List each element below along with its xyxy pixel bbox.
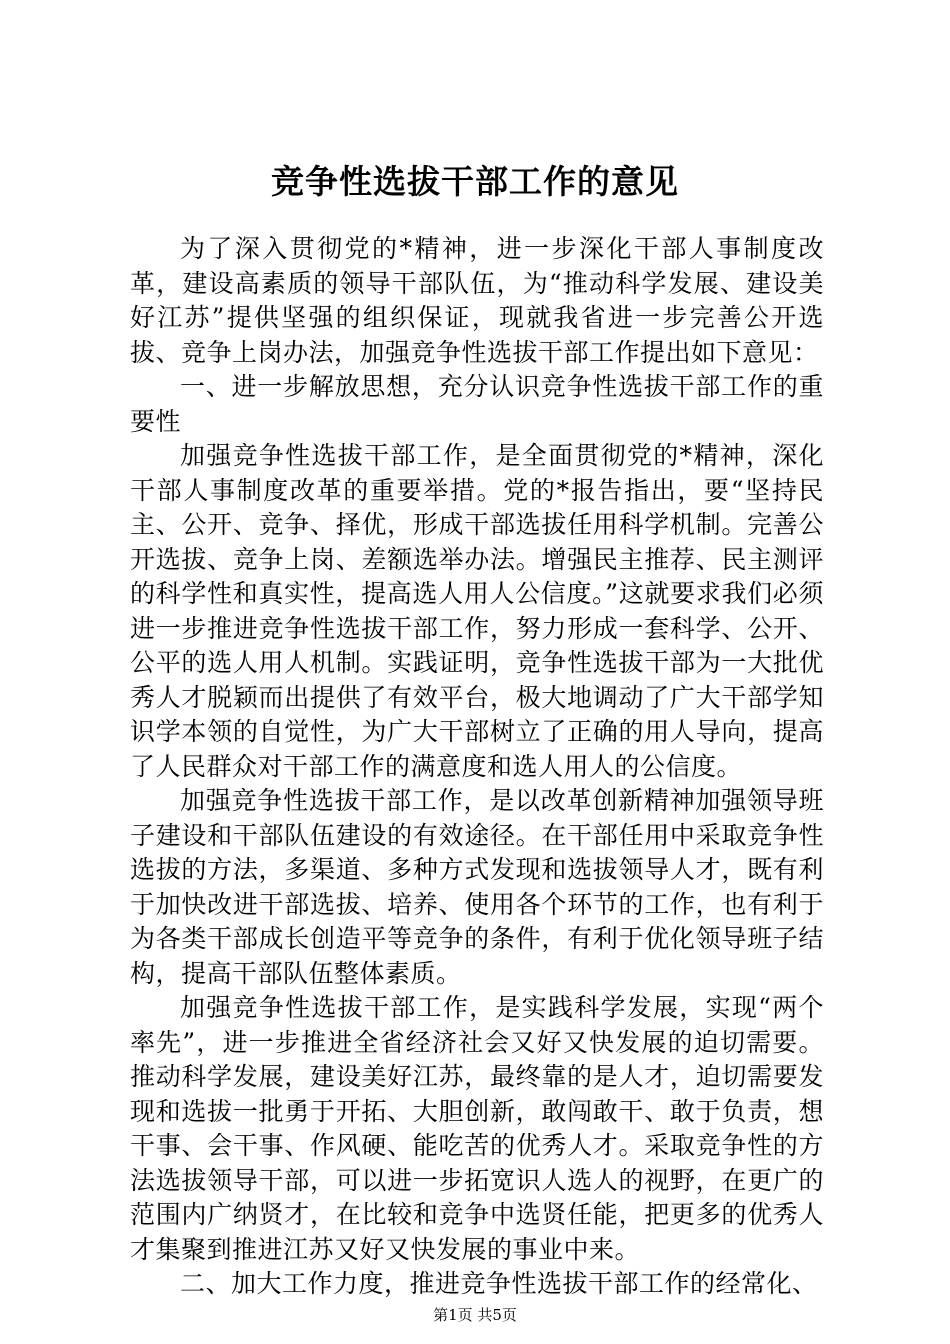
document-body <box>130 232 824 1302</box>
paragraph-1: 加强竞争性选拔干部工作，是全面贯彻党的*精神，深化干部人事制度改革的重要举措。党的*报告指出，要“坚持民主、公开、竞争、择优，形成干部选拔任用科学机制。完善公开选拔、竞争上岗、差额选举办法。增强民主推荐、民主测评的科学性和真实性，提高选人用人公信度。”这就要求我们必须进一步推进竞争性选拔干部工作，努力形成一套科学、公开、公平的选人用人机制。实践证明，竞争性选拔干部为一大批优秀人才脱颖而出提供了有效平台，极大地调动了广大干部学知识学本领的自觉性，为广大干部树立了正确的用人导向，提高了人民群众对干部工作的满意度和选人用人的公信度。 <box>130 441 824 781</box>
section-heading-1: 一、进一步解放思想，充分认识竞争性选拔干部工作的重要性 <box>130 372 824 436</box>
document-title: 竞争性选拔干部工作的意见 <box>271 162 679 201</box>
section-heading-2: 二、加大工作力度，推进竞争性选拔干部工作的经常化、 <box>180 1269 818 1298</box>
paragraph-intro: 为了深入贯彻党的*精神，进一步深化干部人事制度改革，建设高素质的领导干部队伍，为“推动科学发展、建设美好江苏”提供坚强的组织保证，现就我省进一步完善公开选拔、竞争上岗办法，加强竞争性选拔干部工作提出如下意见： <box>130 234 824 367</box>
paragraph-3: 加强竞争性选拔干部工作，是实践科学发展，实现“两个率先”，进一步推进全省经济社会又好又快发展的迫切需要。推动科学发展，建设美好江苏，最终靠的是人才，迫切需要发现和选拔一批勇于开拓、大胆创新，敢闯敢干、敢于负责，想干事、会干事、作风硬、能吃苦的优秀人才。采取竞争性的方法选拔领导干部，可以进一步拓宽识人选人的视野，在更广的范围内广纳贤才，在比较和竞争中选贤任能，把更多的优秀人才集聚到推进江苏又好又快发展的事业中来。 <box>130 993 824 1264</box>
paragraph-2: 加强竞争性选拔干部工作，是以改革创新精神加强领导班子建设和干部队伍建设的有效途径。在干部任用中采取竞争性选拔的方法，多渠道、多种方式发现和选拔领导人才，既有利于加快改进干部选拔、培养、使用各个环节的工作，也有利于为各类干部成长创造平等竞争的条件，有利于优化领导班子结构，提高干部队伍整体素质。 <box>130 786 824 988</box>
page-number: 第1页 共5页 <box>433 1306 517 1324</box>
